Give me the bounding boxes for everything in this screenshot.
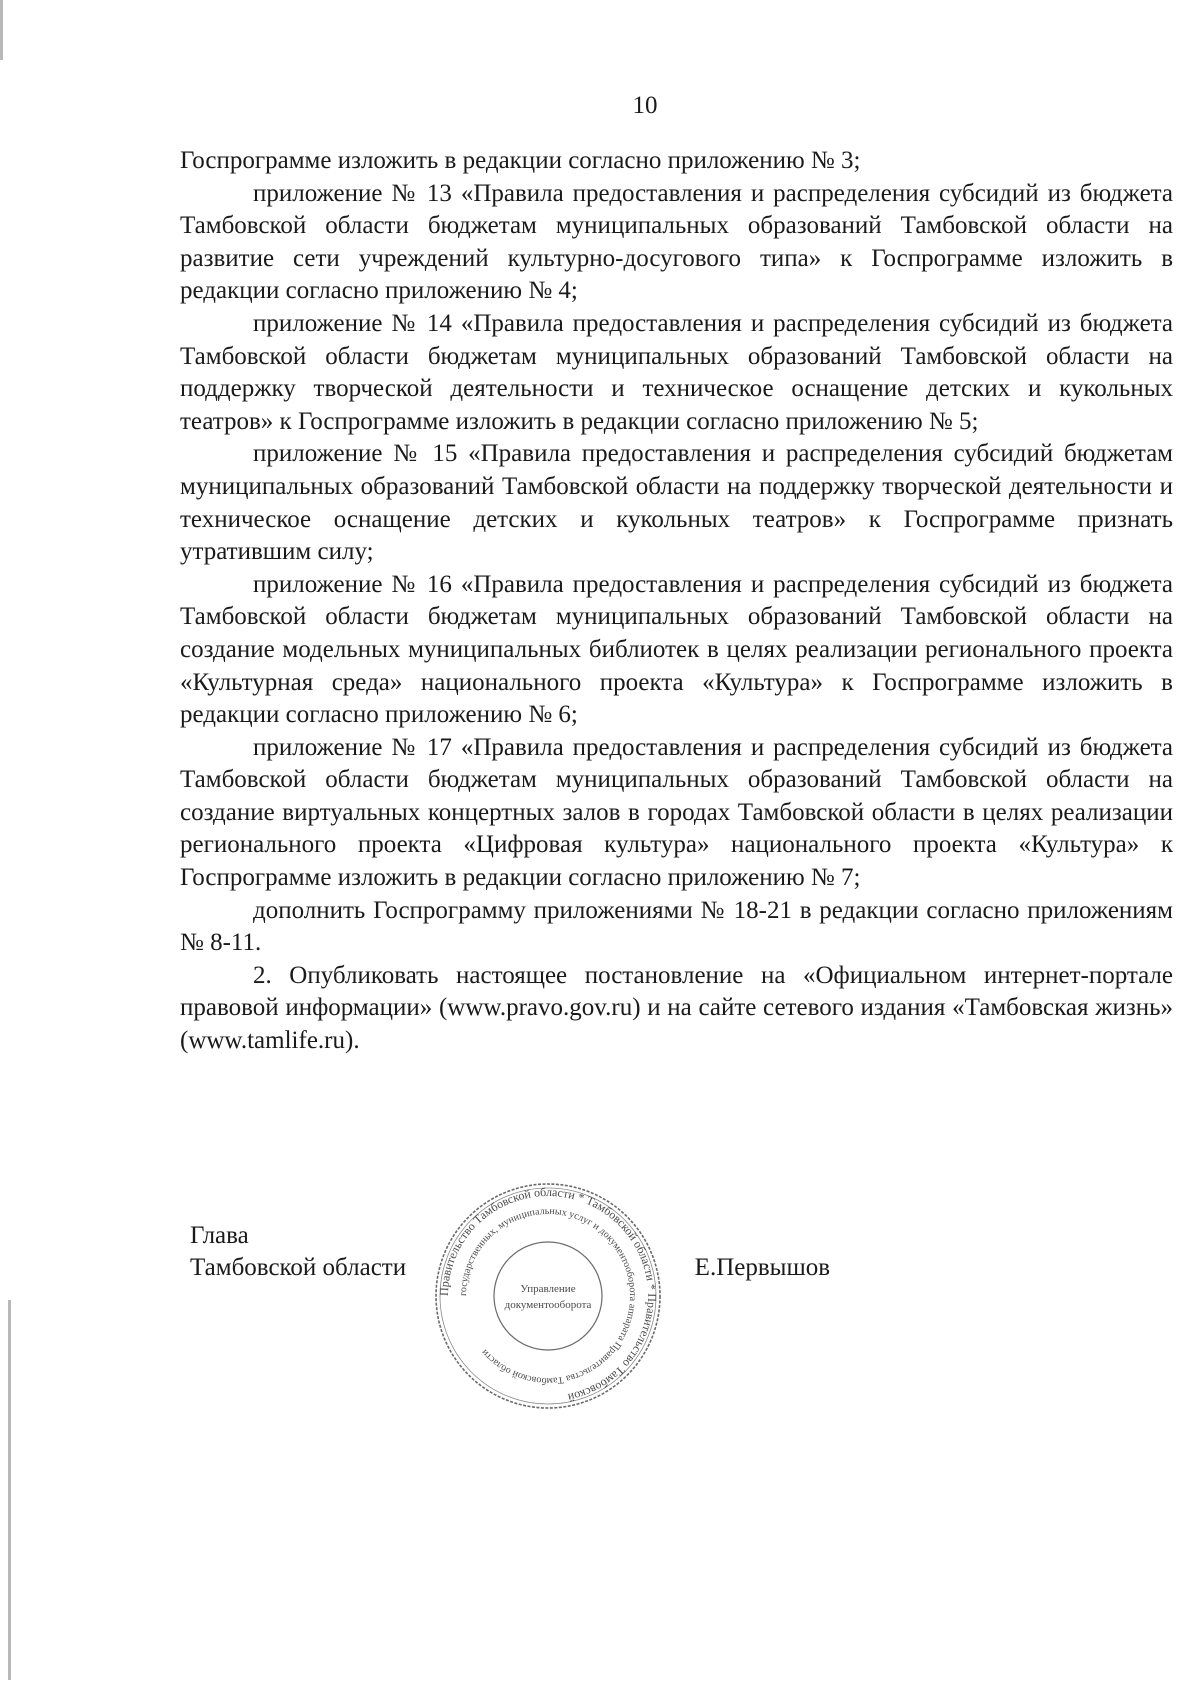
paragraph: дополнить Госпрограмму приложениями № 18-21 в редакции согласно приложениям № 8-11.	[180, 896, 1173, 957]
paragraph: приложение № 14 «Правила предоставления и распределения субсидий из бюджета Тамбовской области бюджетам муниципальных образований Тамбовской области на поддержку творческой деятельности и техническое оснащение детских и кукольных театров» к Госпрограмме изложить в редакции согласно приложению № 5;	[180, 309, 1173, 435]
signatory-title-line2: Тамбовской области	[190, 1254, 407, 1281]
stamp-outer-text: Правительство Тамбовской области * Тамбовской области * Правительство Тамбовской	[436, 1184, 660, 1405]
paragraph: 2. Опубликовать настоящее постановление на «Официальном интернет-портале правовой информации» (www.pravo.gov.ru) и на сайте сетевого издания «Тамбовская жизнь» (www.tamlife.ru).	[180, 961, 1173, 1055]
stamp-center-line1: Управление	[520, 1283, 576, 1295]
paragraph: приложение № 16 «Правила предоставления и распределения субсидий из бюджета Тамбовской области бюджетам муниципальных образований Тамбовской области на создание модельных муниципальных библиотек в целях реализации регионального проекта «Культурная среда» национального проекта «Культура» к Госпрограмме изложить в редакции согласно приложению № 6;	[180, 570, 1173, 729]
document-body	[180, 145, 1173, 1058]
stamp-center-line2: документооборота	[504, 1299, 592, 1311]
page-number: 10	[632, 92, 658, 119]
paragraph: приложение № 15 «Правила предоставления и распределения субсидий бюджетам муниципальных образований Тамбовской области на поддержку творческой деятельности и техническое оснащение детских и кукольных театров» к Госпрограмме признать утратившим силу;	[180, 440, 1173, 566]
paragraph: приложение № 13 «Правила предоставления и распределения субсидий из бюджета Тамбовской области бюджетам муниципальных образований Тамбовской области на развитие сети учреждений культурно-досугового типа» к Госпрограмме изложить в редакции согласно приложению № 4;	[180, 179, 1173, 305]
official-stamp	[430, 1178, 666, 1414]
paragraph: приложение № 17 «Правила предоставления и распределения субсидий из бюджета Тамбовской области бюджетам муниципальных образований Тамбовской области на создание виртуальных концертных залов в городах Тамбовской области в целях реализации регионального проекта «Цифровая культура» национального проекта «Культура» к Госпрограмме изложить в редакции согласно приложению № 7;	[180, 733, 1173, 892]
stamp-middle-text: государственных, муниципальных услуг и документооборота аппарата Правительства Тамбовской области	[457, 1205, 639, 1387]
scan-edge-mark-top	[0, 0, 3, 60]
scan-edge-mark	[8, 1300, 11, 1680]
paragraph: Госпрограмме изложить в редакции согласно приложению № 3;	[180, 147, 861, 174]
signatory-name: Е.Первышов	[694, 1254, 830, 1281]
signatory-title-line1: Глава	[190, 1222, 249, 1249]
